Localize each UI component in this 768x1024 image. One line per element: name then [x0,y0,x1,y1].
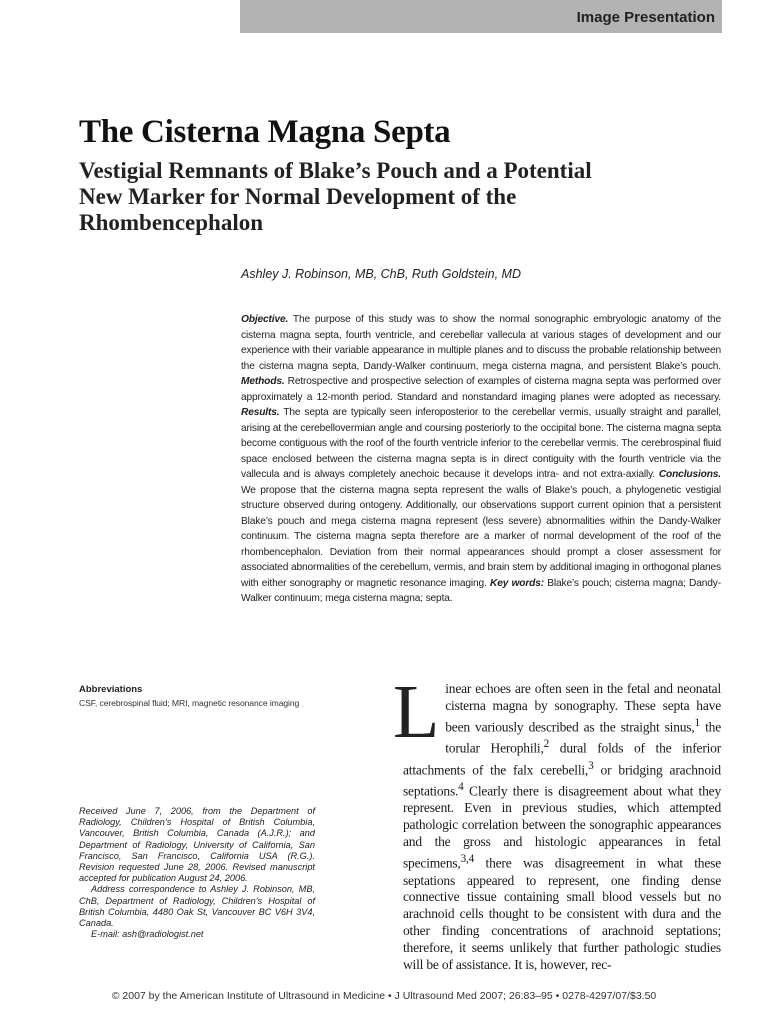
keywords-text: Blake’s pouch; cisterna magna; Dandy-Walker continuum; mega cisterna magna; septa. [241,577,721,604]
conclusions-label: Conclusions. [658,469,721,480]
body-text-segment: there was disagreement in what these septations appeared to represent, one finding dense connective tissue containing small blood vessels but no arachnoid cells thought to be consistent with dura and the other finding concentrations of arachnoid septations; therefore, it seems unlikely that further pathologic studies will be of assistance. It is, however, rec- [403,855,721,973]
citation-ref: 3,4 [460,853,475,866]
citation-ref: 1 [694,716,700,729]
citation-ref: 3 [588,759,594,772]
article-subtitle: Vestigial Remnants of Blake’s Pouch and a Potential New Marker for Normal Development of the Rhombencephalon [79,158,592,235]
body-text-segment: Clearly there is disagreement about what they represent. Even in previous studies, which attempted pathologic correlation between the sonographic appearances and the gross and histologic appearances in fetal specimens, [403,783,721,871]
objective-label: Objective. [241,314,289,325]
section-banner [240,0,722,33]
abbreviations-heading: Abbreviations [79,684,143,695]
drop-cap: L [393,670,440,754]
body-text-segment: inear echoes are often seen in the fetal and neonatal cisterna magna by sonography. These septa have been variously described as the straight sinus, [445,681,721,735]
body-text [393,670,722,974]
results-label: Results. [241,407,280,418]
received-paragraph: Received June 7, 2006, from the Department of Radiology, Children’s Hospital of British Columbia, Vancouver, British Columbia, Canada (A.J.R.); and Department of Radiology, University of California, San Francisco, San Francisco, California USA (R.G.). Revision requested June 28, 2006. Revised manuscript accepted for publication August 24, 2006. [79,806,315,884]
citation-ref: 2 [543,738,550,751]
citation-ref: 4 [458,781,464,794]
received-note [79,806,315,940]
abstract [241,312,721,607]
correspondence-address: Address correspondence to Ashley J. Robinson, MB, ChB, Department of Radiology, Children’s Hospital of British Columbia, 4480 Oak St, Vancouver BC V6H 3V4, Canada. [79,884,315,929]
conclusions-text: We propose that the cisterna magna septa represent the walls of Blake’s pouch, a phylogenetic vestigial structure observed during ontogeny. Additionally, our observations support current opinion that a persistent Blake’s pouch and mega cisterna magna represent (less severe) abnormalities within the Dandy-Walker continuum. The cisterna magna septa therefore are a marker of normal development of the roof of the rhombencephalon. Deviation from their normal appearances should prompt a closer assessment for associated abnormalities of the cerebellum, vermis, and brain stem by additional imaging in orthogonal planes with either sonography or magnetic resonance imaging. [241,484,721,589]
author-line: Ashley J. Robinson, MB, ChB, Ruth Goldstein, MD [241,267,521,281]
body-text-segment: the torular Herophili, [445,719,721,756]
results-text: The septa are typically seen inferoposterior to the cerebellar vermis, usually straight and parallel, arising at the cerebellovermian angle and coursing posteriorly to the occipital bone. The cisterna magna septa become contiguous with the roof of the fourth ventricle inferior to the cerebellar vermis. The cerebrospinal fluid space enclosed between the cisterna magna septa is in direct contiguity with the fourth ventricle via the vallecula and is always completely anechoic because it develops intra- and not extra-axially. [241,407,721,480]
methods-label: Methods. [241,376,285,387]
abbreviations-text: CSF, cerebrospinal fluid; MRI, magnetic resonance imaging [79,698,300,708]
body-text-segment: dural folds of the inferior attachments of the falx cerebelli, [403,740,722,778]
footer-citation: © 2007 by the American Institute of Ultrasound in Medicine • J Ultrasound Med 2007; 26:83–95 • 0278-4297/07/$3.50 [111,990,657,1002]
methods-text: Retrospective and prospective selection of examples of cisterna magna septa was performed over approximately a 12-month period. Standard and nonstandard imaging planes were adopted as necessary. [241,376,721,403]
body-text-segment: or bridging arachnoid septations. [403,762,721,799]
section-label: Image Presentation [576,9,715,26]
article-title: The Cisterna Magna Septa [79,114,451,150]
keywords-label: Key words: [490,577,544,589]
objective-text: The purpose of this study was to show the normal sonographic embryologic anatomy of the cisterna magna septa, fourth ventricle, and cerebellar vallecula at various stages of development and our experience with their variable appearance in multiple planes and to discuss the probable relationship between the cisterna magna septa, Dandy-Walker continuum, mega cisterna magna, and persistent Blake’s pouch. [241,314,721,372]
correspondence-email: E-mail: ash@radiologist.net [91,929,204,940]
